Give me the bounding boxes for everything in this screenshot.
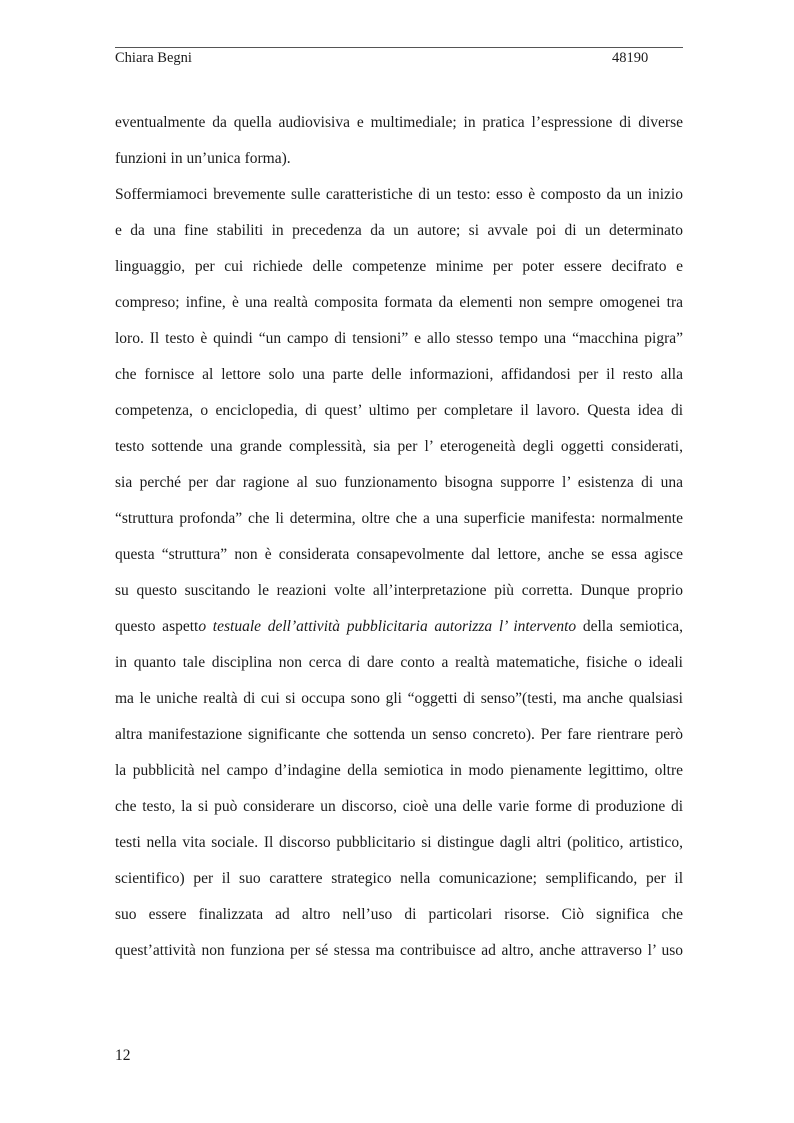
- page-number: 12: [115, 1047, 131, 1064]
- text-line: [115, 147, 291, 171]
- text-segment: questa “struttura” non è considerata consapevolmente dal lettore, anche se essa agisce: [115, 546, 683, 563]
- text-line: [115, 363, 683, 387]
- text-line: [115, 399, 683, 423]
- text-segment: in quanto tale disciplina non cerca di dare conto a realtà matematiche, fisiche o ideali: [115, 654, 683, 671]
- text-segment: Soffermiamoci brevemente sulle caratteristiche di un testo: esso è composto da un inizio: [115, 186, 683, 203]
- text-line: [115, 543, 683, 567]
- text-segment: ma le uniche realtà di cui si occupa sono gli “oggetti di senso”(testi, ma anche qualsiasi: [115, 690, 683, 707]
- text-line: [115, 831, 683, 855]
- text-segment: su questo suscitando le reazioni volte all’interpretazione più corretta. Dunque proprio: [115, 582, 683, 599]
- text-line: [115, 759, 683, 783]
- text-segment: compreso; infine, è una realtà composita formata da elementi non sempre omogenei tra: [115, 294, 683, 311]
- text-line: [115, 327, 683, 351]
- text-segment: e da una fine stabiliti in precedenza da un autore; si avvale poi di un determinato: [115, 222, 683, 239]
- header-id: 48190: [612, 50, 649, 66]
- page-header: [115, 47, 683, 70]
- text-line: [115, 435, 683, 459]
- text-line: [115, 255, 683, 279]
- text-line: [115, 867, 683, 891]
- text-line: [115, 291, 683, 315]
- text-segment: che testo, la si può considerare un discorso, cioè una delle varie forme di produzione di: [115, 798, 683, 815]
- text-segment: competenza, o enciclopedia, di quest’ ultimo per completare il lavoro. Questa idea di: [115, 402, 683, 419]
- text-segment: scientifico) per il suo carattere strategico nella comunicazione; semplificando, per il: [115, 870, 683, 887]
- text-segment: testi nella vita sociale. Il discorso pubblicitario si distingue dagli altri (politico, artistico,: [115, 834, 683, 851]
- text-segment: altra manifestazione significante che sottenda un senso concreto). Per fare rientrare però: [115, 726, 683, 743]
- text-line: [115, 111, 683, 135]
- text-line: [115, 471, 683, 495]
- text-line: [115, 939, 683, 963]
- text-segment: la pubblicità nel campo d’indagine della semiotica in modo pienamente legittimo, oltre: [115, 762, 683, 779]
- text-segment: che fornisce al lettore solo una parte delle informazioni, affidandosi per il resto alla: [115, 366, 683, 383]
- text-segment: linguaggio, per cui richiede delle competenze minime per poter essere decifrato e: [115, 258, 683, 275]
- text-line: [115, 183, 683, 207]
- text-segment: quest’attività non funziona per sé stessa ma contribuisce ad altro, anche attraverso l’ uso: [115, 942, 683, 959]
- text-segment: funzioni in un’unica forma).: [115, 150, 291, 167]
- text-line: [115, 615, 683, 639]
- text-line: [115, 723, 683, 747]
- text-segment: testo sottende una grande complessità, sia per l’ eterogeneità degli oggetti considerati,: [115, 438, 683, 455]
- text-line: [115, 651, 683, 675]
- text-line: [115, 903, 683, 927]
- header-author: Chiara Begni: [115, 50, 192, 66]
- italic-text: o testuale dell’attività pubblicitaria autorizza l’ intervento: [198, 618, 577, 635]
- text-segment: della semiotica,: [576, 618, 683, 635]
- text-segment: “struttura profonda” che li determina, oltre che a una superficie manifesta: normalmente: [115, 510, 683, 527]
- text-segment: questo aspett: [115, 618, 199, 635]
- text-line: [115, 687, 683, 711]
- text-segment: loro. Il testo è quindi “un campo di tensioni” e allo stesso tempo una “macchina pigra”: [115, 330, 683, 347]
- text-segment: eventualmente da quella audiovisiva e multimediale; in pratica l’espressione di diverse: [115, 114, 683, 131]
- text-line: [115, 795, 683, 819]
- text-segment: suo essere finalizzata ad altro nell’uso di particolari risorse. Ciò significa che: [115, 906, 683, 923]
- text-line: [115, 579, 683, 603]
- text-line: [115, 507, 683, 531]
- text-line: [115, 219, 683, 243]
- text-segment: sia perché per dar ragione al suo funzionamento bisogna supporre l’ esistenza di una: [115, 474, 683, 491]
